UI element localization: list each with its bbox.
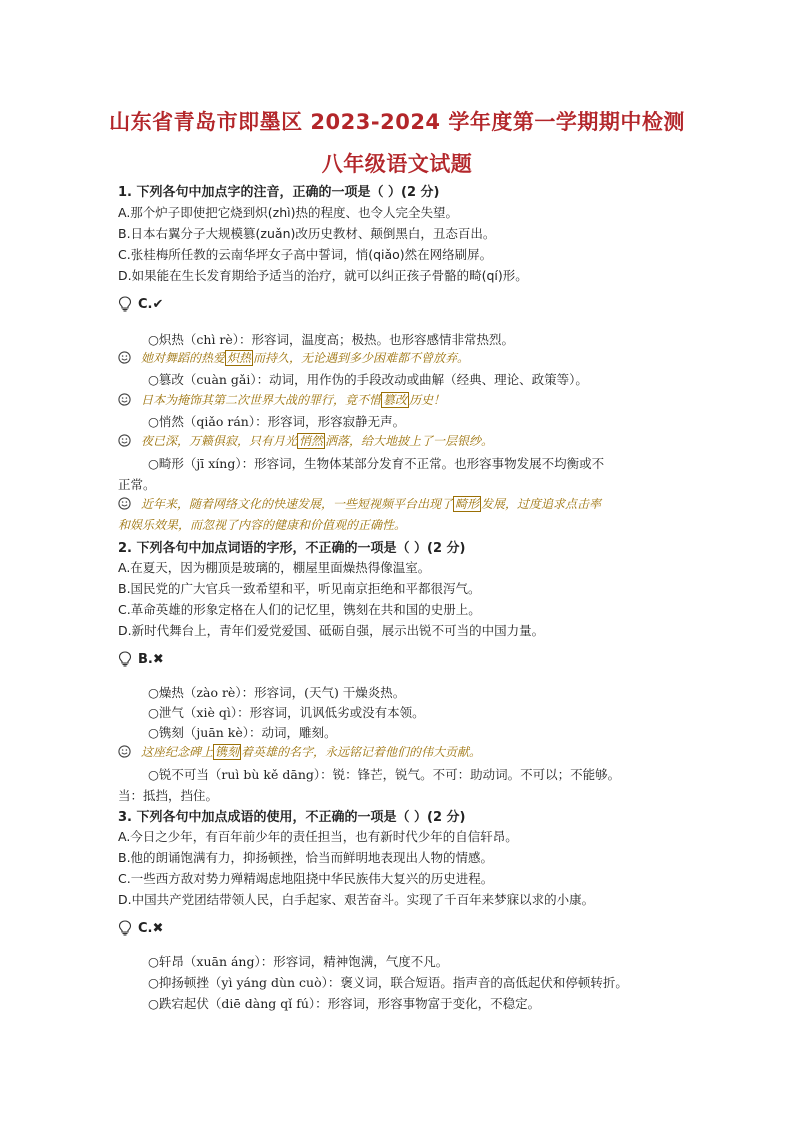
lightbulb-icon — [118, 651, 132, 667]
q2-answer — [118, 651, 164, 667]
q1-term-3: ○悄然（qiǎo rán）：形容词，形容寂静无声。 — [148, 414, 406, 429]
q3-term-2: ○抑扬顿挫（yì yáng dùn cuò）：褒义词，联合短语。指声音的高低起伏和停顿转折。 — [148, 975, 628, 990]
q3-answer-text: C.✖ — [138, 920, 164, 936]
q3-stem: 3. 下列各句中加点成语的使用，不正确的一项是（ ）(2 分) — [118, 810, 466, 825]
q2-example-3: 这座纪念碑上 镌刻 着英雄的名字，永远铭记着他们的伟大贡献。 — [118, 743, 481, 760]
smiley-icon — [118, 393, 131, 406]
q1-answer — [118, 296, 163, 312]
q3-option-d: D.中国共产党团结带领人民，白手起家、艰苦奋斗。实现了千百年来梦寐以求的小康。 — [118, 892, 595, 907]
q2-term-2: ○泄气（xiè qì）：形容词，讥讽低劣或没有本领。 — [148, 705, 425, 720]
q1-term-2: ○篡改（cuàn gǎi）：动词，用作伪的手段改动或曲解（经典、理论、政策等）。 — [148, 372, 588, 387]
smiley-icon — [118, 497, 131, 510]
highlighted-word: 畸形 — [455, 497, 480, 511]
q2-option-d: D.新时代舞台上，青年们爱党爱国、砥砺自强，展示出锐不可当的中国力量。 — [118, 623, 545, 638]
smiley-icon — [118, 351, 131, 364]
q2-term-4: ○锐不可当（ruì bù kě dāng）：锐：锋芒，锐气。不可：助动词。不可以；不能够。 — [148, 767, 621, 782]
q2-term-3: ○镌刻（juān kè）：动词，雕刻。 — [148, 725, 337, 740]
highlighted-word: 镌刻 — [215, 745, 240, 759]
q1-option-a: A.那个炉子即使把它烧到炽(zhì)热的程度、也令人完全失望。 — [118, 205, 459, 220]
q2-option-c: C.革命英雄的形象定格在人们的记忆里，镌刻在共和国的史册上。 — [118, 602, 481, 617]
q3-option-c: C.一些西方敌对势力殚精竭虑地阻挠中华民族伟大复兴的历史进程。 — [118, 871, 494, 886]
q1-stem: 1. 下列各句中加点字的注音，正确的一项是（ ）(2 分) — [118, 185, 440, 200]
q2-answer-text: B.✖ — [138, 651, 164, 667]
lightbulb-icon — [118, 296, 132, 312]
highlighted-word: 篡改 — [383, 393, 408, 407]
q1-answer-text: C.✔ — [138, 296, 164, 312]
q3-answer — [118, 920, 163, 936]
q1-option-d: D.如果能在生长发育期给予适当的治疗，就可以纠正孩子骨骼的畸(qí)形。 — [118, 268, 528, 283]
q3-option-a: A.今日之少年，有百年前少年的责任担当，也有新时代少年的自信轩昂。 — [118, 829, 518, 844]
q1-term-4-cont: 正常。 — [118, 477, 156, 492]
title-line1: 山东省青岛市即墨区 2023-2024 学年度第一学期期中检测 — [109, 110, 685, 134]
q3-option-b: B.他的朗诵饱满有力，抑扬顿挫，恰当而鲜明地表现出人物的情感。 — [118, 850, 494, 865]
q2-stem: 2. 下列各句中加点词语的字形，不正确的一项是（ ）(2 分) — [118, 541, 466, 556]
lightbulb-icon — [118, 920, 132, 936]
q1-term-1: ○炽热（chì rè）：形容词，温度高；极热。也形容感情非常热烈。 — [148, 332, 515, 347]
q1-option-c: C.张桂梅所任教的云南华坪女子高中誓词，悄(qiǎo)然在网络刷屏。 — [118, 247, 493, 262]
q1-term-4: ○畸形（jī xíng）：形容词，生物体某部分发育不正常。也形容事物发展不均衡或不 — [148, 456, 605, 471]
highlighted-word: 悄然 — [299, 434, 324, 448]
title-line2: 八年级语文试题 — [321, 152, 473, 176]
q1-example-1: 她对舞蹈的热爱 炽热 而持久，无论遇到多少困难都不曾放弃。 — [118, 349, 469, 366]
q2-term-4-cont: 当：抵挡，挡住。 — [118, 788, 219, 803]
q1-example-4: 近年来，随着网络文化的快速发展，一些短视频平台出现了 畸形 发展，过度追求点击率 — [118, 495, 601, 512]
q1-option-b: B.日本右翼分子大规模篡(zuǎn)改历史教材、颠倒黑白，丑态百出。 — [118, 226, 496, 241]
smiley-icon — [118, 434, 131, 447]
smiley-icon — [118, 745, 131, 758]
q2-option-b: B.国民党的广大官兵一致希望和平，听见南京拒绝和平都很泻气。 — [118, 581, 481, 596]
q3-term-1: ○轩昂（xuān áng）：形容词，精神饱满，气度不凡。 — [148, 954, 449, 969]
q2-option-a: A.在夏天，因为棚顶是玻璃的，棚屋里面燥热得像温室。 — [118, 560, 431, 575]
q3-term-3: ○跌宕起伏（diē dàng qǐ fú）：形容词，形容事物富于变化，不稳定。 — [148, 996, 541, 1011]
q1-example-3: 夜已深，万籁俱寂，只有月光 悄然 洒落，给大地披上了一层银纱。 — [118, 432, 493, 449]
q1-example-4-cont: 和娱乐效果，而忽视了内容的健康和价值观的正确性。 — [118, 518, 407, 532]
q2-term-1: ○燥热（zào rè）：形容词，(天气) 干燥炎热。 — [148, 685, 406, 700]
highlighted-word: 炽热 — [227, 351, 252, 365]
q1-example-2: 日本为掩饰其第二次世界大战的罪行，竟不惜 篡改 历史！ — [118, 391, 445, 408]
